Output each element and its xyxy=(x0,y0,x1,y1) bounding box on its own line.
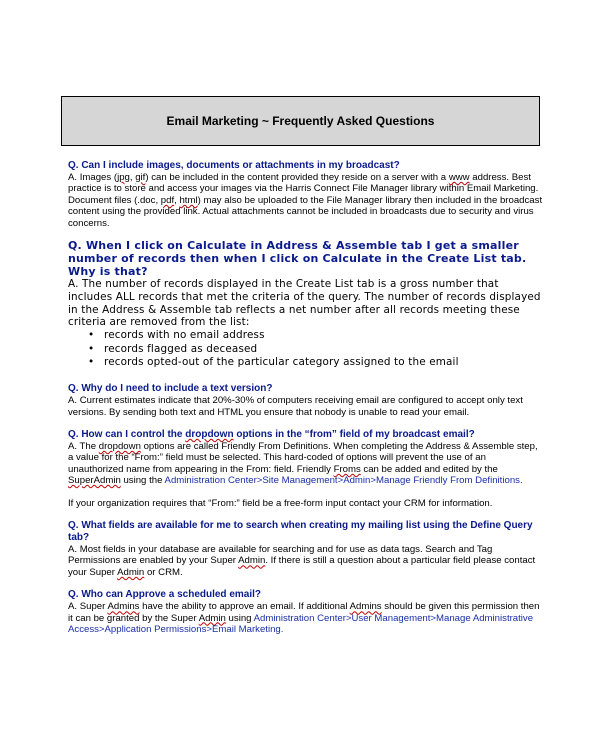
faq-answer: A. Images (jpg, gif) can be included in the content provided they reside on a server with a www address. Best practice is to store and access your images via the Harris Connect File Manager library within Email Marketing. Document files (.doc, pdf, html) may also be uploaded to the File Manager library then included in the broadcast content using the provided link. Actual attachments cannot be included in broadcasts due to security and virus concerns. xyxy=(68,172,543,229)
faq-question: Q. When I click on Calculate in Address & Assemble tab I get a smaller number of records then when I click on Calculate in the Create List tab. Why is that? xyxy=(68,239,527,278)
removed-records-list xyxy=(68,329,543,370)
faq-answer: A. Current estimates indicate that 20%-30% of computers receiving email are configured to accept only text versions. By sending both text and HTML you ensure that nobody is unable to read your email. xyxy=(68,395,523,418)
list-item: • records with no email address xyxy=(104,329,543,343)
faq-question: Q. Why do I need to include a text version? xyxy=(68,383,273,395)
faq-question: Q. How can I control the dropdown options in the “from” field of my broadcast email? xyxy=(68,429,475,440)
faq-item-images xyxy=(68,160,543,229)
faq-item-approve xyxy=(68,589,543,635)
faq-item-search-fields xyxy=(68,520,543,578)
faq-answer: A. The number of records displayed in the Create List tab is a gross number that includes ALL records that met the criteria of the query. The number of records displayed in the Address & Assemble tab reflects a net number after all records meeting these criteria are removed from the list: xyxy=(68,278,541,329)
list-item: • records flagged as deceased xyxy=(104,343,543,357)
faq-answer: A. Most fields in your database are available for searching and for use as data tags. Search and Tag Permissions are enabled by your Super Admin. If there is still a question about a particular field please contact your Super Admin or CRM. xyxy=(68,544,536,578)
faq-question: Q. Who can Approve a scheduled email? xyxy=(68,589,262,601)
faq-content xyxy=(68,160,543,646)
faq-answer: A. Super Admins have the ability to approve an email. If additional Admins should be given this permission then it can be granted by the Super Admin using Administration Center>User Management>Manage Administrative Access>Application Permissions>Email Marketing. xyxy=(68,601,540,636)
faq-item-calculate xyxy=(68,240,543,370)
faq-question: Q. What fields are available for me to search when creating my mailing list using the Define Query tab? xyxy=(68,520,533,544)
admin-path-link[interactable]: Administration Center>User Management>Manage Administrative Access>Application Permissions>Email Marketing. xyxy=(68,612,534,636)
faq-answer: A. The dropdown options are called Friendly From Definitions. When completing the Address & Assemble step, a value for the “From:” field must be selected. This hard-coded of options will prevent the use of an unauthorized name from appearing in the From: field. Friendly Froms can be added and edited by the SuperAdmin using the Administration Center>Site Management>Admin>Manage Friendly From Definitions. xyxy=(68,441,538,487)
faq-note: If your organization requires that “From:” field be a free-form input contact your CRM for information. xyxy=(68,497,493,509)
faq-item-dropdown xyxy=(68,429,543,509)
admin-path-link[interactable]: Administration Center>Site Management>Admin>Manage Friendly From Definitions. xyxy=(164,475,523,487)
faq-item-text-version xyxy=(68,383,543,418)
document-title: Email Marketing ~ Frequently Asked Questions xyxy=(61,96,540,146)
faq-question: Q. Can I include images, documents or attachments in my broadcast? xyxy=(68,160,400,171)
list-item: • records opted-out of the particular category assigned to the email xyxy=(104,356,543,370)
